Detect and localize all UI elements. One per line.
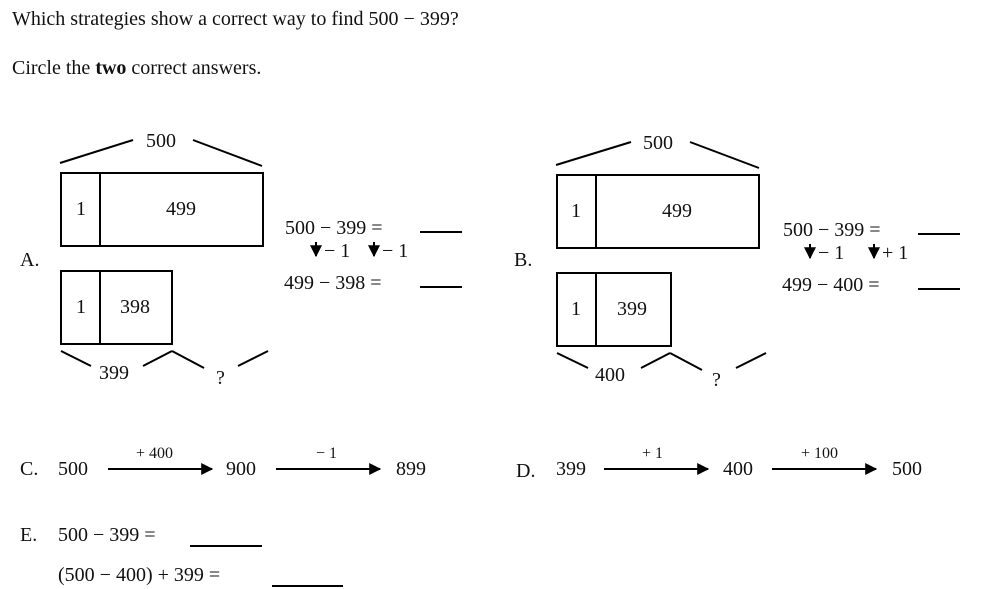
option-a-top-brace-left bbox=[60, 140, 133, 163]
option-c-letter[interactable]: C. bbox=[20, 458, 39, 480]
option-b-bottom-brace-left bbox=[557, 353, 588, 368]
option-b-box2-small: 1 bbox=[571, 298, 581, 320]
option-e-line1: 500 − 399 = bbox=[58, 524, 156, 546]
option-b-adj1: − 1 bbox=[818, 242, 845, 264]
option-b-top-brace-right bbox=[690, 142, 759, 168]
option-a-box1-small: 1 bbox=[76, 198, 86, 220]
option-a-unknown: ? bbox=[216, 367, 225, 389]
instruction-suffix: correct answers. bbox=[126, 57, 262, 79]
option-a-total: 500 bbox=[146, 130, 176, 152]
option-d-letter[interactable]: D. bbox=[516, 460, 536, 482]
option-a-adj1: − 1 bbox=[324, 240, 351, 262]
option-a-bottom-brace-mid-right bbox=[172, 351, 204, 368]
option-d-step1: + 1 bbox=[642, 445, 664, 462]
option-a-box1 bbox=[61, 173, 263, 246]
option-a-eq2: 499 − 398 = bbox=[284, 272, 382, 294]
option-e-line2: (500 − 400) + 399 = bbox=[58, 564, 221, 586]
option-a-eq1: 500 − 399 = bbox=[285, 217, 383, 239]
option-a-top-brace-right bbox=[193, 140, 262, 166]
option-b-unknown: ? bbox=[712, 369, 721, 391]
option-b-box2-large: 399 bbox=[617, 298, 647, 320]
option-b-bottom-label: 400 bbox=[595, 364, 625, 386]
option-a-letter[interactable]: A. bbox=[20, 249, 40, 271]
instruction-prefix: Circle the bbox=[12, 57, 96, 79]
option-d-end: 500 bbox=[892, 458, 922, 480]
option-c-end: 899 bbox=[396, 458, 426, 480]
option-b-box1-small: 1 bbox=[571, 200, 581, 222]
option-a-box2-large: 398 bbox=[120, 296, 150, 318]
option-b-total: 500 bbox=[643, 132, 673, 154]
option-c-step2: − 1 bbox=[316, 445, 338, 462]
option-b-box1 bbox=[557, 175, 759, 248]
option-d-mid: 400 bbox=[723, 458, 753, 480]
option-b-bottom-brace-right bbox=[736, 353, 766, 368]
option-c-mid: 900 bbox=[226, 458, 256, 480]
option-b-bar-model bbox=[556, 142, 766, 370]
option-c-start: 500 bbox=[58, 458, 88, 480]
option-a-bottom-brace-mid-left bbox=[143, 351, 172, 366]
option-b-eq2: 499 − 400 = bbox=[782, 274, 880, 296]
option-b-letter[interactable]: B. bbox=[514, 249, 533, 271]
option-b-eq1: 500 − 399 = bbox=[783, 219, 881, 241]
option-d-step2: + 100 bbox=[801, 445, 839, 462]
option-b-top-brace-left bbox=[556, 142, 631, 165]
option-a-box1-large: 499 bbox=[166, 198, 196, 220]
option-c-step1: + 400 bbox=[136, 445, 174, 462]
option-a-bar-model bbox=[60, 140, 268, 368]
option-a-box2-small: 1 bbox=[76, 296, 86, 318]
instruction-bold: two bbox=[95, 57, 127, 79]
option-b-box1-large: 499 bbox=[662, 200, 692, 222]
option-a-bottom-label: 399 bbox=[99, 362, 129, 384]
option-a-bottom-brace-right bbox=[238, 351, 268, 366]
option-b-bottom-brace-mid-left bbox=[641, 353, 670, 368]
option-b-bottom-brace-mid-right bbox=[670, 353, 702, 370]
option-e-letter[interactable]: E. bbox=[20, 524, 38, 546]
option-a-bottom-brace-left bbox=[61, 351, 91, 366]
option-b-adj2: + 1 bbox=[882, 242, 909, 264]
option-a-adj2: − 1 bbox=[382, 240, 409, 262]
option-d-start: 399 bbox=[556, 458, 586, 480]
question-prompt: Which strategies show a correct way to find 500 − 399? bbox=[12, 8, 459, 30]
